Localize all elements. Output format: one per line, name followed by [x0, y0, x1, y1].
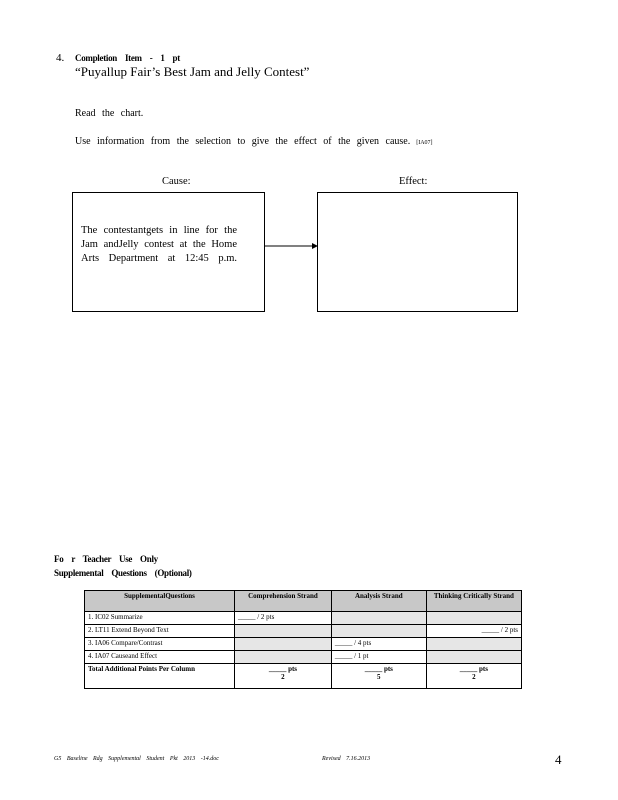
row-label: 4. IA07 Causeand Effect: [85, 651, 235, 664]
think-score-field[interactable]: _____ / 2 pts: [426, 625, 521, 638]
header-analysis: Analysis Strand: [331, 591, 426, 612]
instruction-use: [75, 136, 433, 147]
anal-cell: [331, 612, 426, 625]
standard-code: [IA07]: [416, 140, 433, 146]
table-header-row: [85, 591, 522, 612]
think-cell: [426, 651, 521, 664]
table-row: [85, 612, 522, 625]
total-row: [85, 664, 522, 689]
effect-label: Effect:: [399, 176, 428, 187]
comp-total-cell[interactable]: [234, 664, 331, 689]
comp-score-field[interactable]: _____ / 2 pts: [234, 612, 331, 625]
instruction-use-text: Use information from the selection to give the effect of the given cause.: [75, 136, 411, 147]
comp-cell: [234, 625, 331, 638]
effect-answer-box[interactable]: [317, 192, 518, 312]
row-label: 3. IA06 Compare/Contrast: [85, 638, 235, 651]
teacher-use-label: Fo r Teacher Use Only: [54, 554, 158, 564]
comp-cell: [234, 638, 331, 651]
row-label: 2. LT11 Extend Beyond Text: [85, 625, 235, 638]
think-cell: [426, 638, 521, 651]
page-number: 4: [555, 752, 562, 767]
instruction-read: Read the chart.: [75, 108, 144, 119]
row-label: 1. IC02 Summarize: [85, 612, 235, 625]
anal-total-entry: _____ pts: [364, 665, 393, 673]
cause-text: The contestantgets in line for the Jam andJelly contest at the Home Arts Department at 12:45 p.m.: [81, 225, 237, 264]
table-row: [85, 625, 522, 638]
think-total-max: 2: [472, 673, 476, 681]
question-header: Completion Item - 1 pt: [75, 53, 180, 63]
cause-label: Cause:: [162, 176, 191, 187]
table-row: [85, 638, 522, 651]
comp-total-max: 2: [281, 673, 285, 681]
anal-score-field[interactable]: _____ / 1 pt: [331, 651, 426, 664]
header-comprehension: Comprehension Strand: [234, 591, 331, 612]
comp-cell: [234, 651, 331, 664]
anal-cell: [331, 625, 426, 638]
anal-score-field[interactable]: _____ / 4 pts: [331, 638, 426, 651]
total-label: Total Additional Points Per Column: [85, 664, 235, 689]
think-total-entry: _____ pts: [459, 665, 488, 673]
header-thinking: Thinking Critically Strand: [426, 591, 521, 612]
question-number: 4.: [56, 52, 65, 64]
table-row: [85, 651, 522, 664]
think-total-cell[interactable]: [426, 664, 521, 689]
arrow-icon: [264, 240, 318, 252]
supplemental-questions-label: Supplemental Questions (Optional): [54, 568, 192, 578]
question-title: “Puyallup Fair’s Best Jam and Jelly Contest”: [75, 64, 310, 79]
cause-box: [72, 192, 265, 312]
supplemental-table: [84, 590, 522, 689]
header-supplemental: SupplementalQuestions: [85, 591, 235, 612]
think-cell: [426, 612, 521, 625]
anal-total-cell[interactable]: [331, 664, 426, 689]
footer-filename: G5 Baseline Rdg Supplemental Student Pkt 2013 -14.doc: [54, 756, 219, 762]
comp-total-entry: _____ pts: [268, 665, 298, 673]
footer-revised: Revised 7.16.2013: [322, 756, 371, 762]
anal-total-max: 5: [377, 673, 381, 681]
